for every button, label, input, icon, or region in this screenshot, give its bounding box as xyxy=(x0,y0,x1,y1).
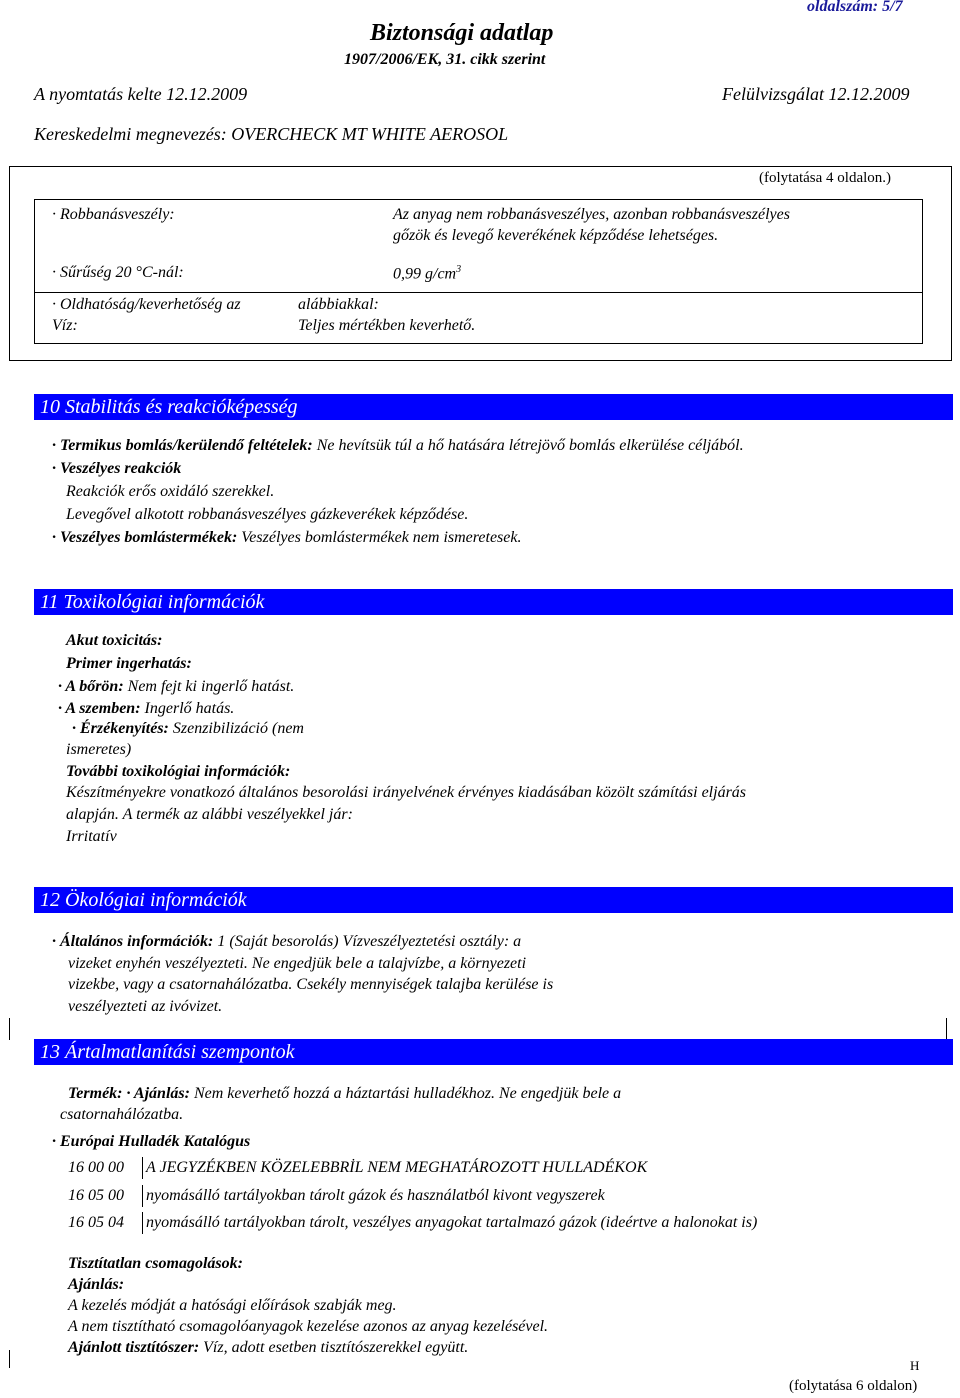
general-info-2: vizeket enyhén veszélyezteti. Ne engedjük bele a talajvízbe, a környezeti xyxy=(68,955,527,972)
general-info-row xyxy=(52,933,521,951)
eye-row xyxy=(58,700,234,718)
recommendation-2-label: Ajánlás: xyxy=(68,1276,125,1293)
ewc-code: 16 05 04 xyxy=(68,1214,124,1231)
solubility-label: · Oldhatóság/keverhetőség az xyxy=(52,296,241,313)
skin-value: Nem fejt ki ingerlő hatást. xyxy=(127,678,295,695)
ewc-separator xyxy=(142,1212,143,1234)
density-superscript: 3 xyxy=(456,264,462,275)
cleaner-row xyxy=(68,1339,468,1357)
general-info-label: · Általános információk: xyxy=(52,933,214,950)
reaction-2: Levegővel alkotott robbanásveszélyes gázkeverékek képződése. xyxy=(66,506,469,523)
margin-rule-left-bottom xyxy=(9,1350,10,1368)
ewc-description: nyomásálló tartályokban tárolt, veszélyes anyagokat tartalmazó gázok (ideértve a halonokat is) xyxy=(146,1214,758,1231)
section-10-title: 10 Stabilitás és reakcióképesség xyxy=(40,396,298,418)
ewc-label: · Európai Hulladék Katalógus xyxy=(52,1133,251,1150)
margin-rule-left xyxy=(9,1018,10,1040)
primary-irritation-label: Primer ingerhatás: xyxy=(66,655,192,672)
explosion-value-2: gőzök és levegő keverékének képződése lehetséges. xyxy=(393,227,719,244)
water-value: Teljes mértékben keverhető. xyxy=(298,317,476,334)
section-10-heading xyxy=(34,394,953,420)
general-info-3: vizekbe, vagy a csatornahálózatba. Csekély mennyiségek talajba kerülése is xyxy=(68,976,554,993)
section-11-title: 11 Toxikológiai információk xyxy=(40,591,265,613)
thermal-label: · Termikus bomlás/kerülendő feltételek: xyxy=(52,437,313,454)
hazardous-reactions-label: · Veszélyes reakciók xyxy=(52,460,182,477)
skin-row xyxy=(58,678,294,696)
ewc-description: nyomásálló tartályokban tárolt gázok és használatból kivont vegyszerek xyxy=(146,1187,605,1204)
footer-marker: H xyxy=(910,1358,920,1373)
explosion-value-1: Az anyag nem robbanásveszélyes, azonban robbanásveszélyes xyxy=(393,206,790,223)
further-tox-3: Irritatív xyxy=(66,828,117,845)
sensitization-value-2: ismeretes) xyxy=(66,741,132,758)
further-tox-2: alapján. A termék az alábbi veszélyekkel jár: xyxy=(66,806,353,823)
density-number: 0,99 g/cm xyxy=(393,265,457,283)
page-number: oldalszám: 5/7 xyxy=(807,0,903,15)
uncleaned-packaging-label: Tisztítatlan csomagolások: xyxy=(68,1255,243,1272)
continued-to: (folytatása 6 oldalon) xyxy=(789,1378,918,1394)
explosion-label: · Robbanásveszély: xyxy=(52,206,175,223)
uncleaned-2: A nem tisztítható csomagolóanyagok kezelése azonos az anyag kezelésével. xyxy=(68,1318,549,1335)
further-tox-1: Készítményekre vonatkozó általános besorolási irányelvének érvényes kiadásában közölt számítási eljárás xyxy=(66,784,747,801)
print-date: A nyomtatás kelte 12.12.2009 xyxy=(34,84,248,104)
decomposition-label: · Veszélyes bomlástermékek: xyxy=(52,529,238,546)
trade-name: Kereskedelmi megnevezés: OVERCHECK MT WHITE AEROSOL xyxy=(34,124,509,144)
eye-label: · A szemben: xyxy=(58,700,141,717)
water-label: Víz: xyxy=(52,317,78,334)
general-info-1: 1 (Saját besorolás) Vízveszélyeztetési osztály: a xyxy=(217,933,522,950)
eye-value: Ingerlő hatás. xyxy=(144,700,235,717)
solubility-label-2: alábbiakkal: xyxy=(298,296,379,313)
revision-date: Felülvizsgálat 12.12.2009 xyxy=(722,84,910,104)
cleaner-value: Víz, adott esetben tisztítószerekkel együtt. xyxy=(203,1339,469,1356)
section-11-heading xyxy=(34,589,953,615)
product-label: Termék: xyxy=(68,1085,123,1102)
regulation-reference: 1907/2006/EK, 31. cikk szerint xyxy=(344,51,546,68)
ewc-code: 16 00 00 xyxy=(68,1159,124,1176)
document-title: Biztonsági adatlap xyxy=(370,20,554,46)
thermal-value: Ne hevítsük túl a hő hatására létrejövő bomlás elkerülése céljából. xyxy=(316,437,744,454)
further-tox-label: További toxikológiai információk: xyxy=(66,763,291,780)
decomposition-row xyxy=(52,529,521,547)
continued-from: (folytatása 4 oldalon.) xyxy=(759,170,892,186)
box-divider xyxy=(34,292,922,293)
section-12-heading xyxy=(34,887,953,913)
general-info-4: veszélyezteti az ivóvizet. xyxy=(68,998,223,1015)
ewc-code: 16 05 00 xyxy=(68,1187,124,1204)
sensitization-value: Szenzibilizáció (nem xyxy=(172,720,304,737)
thermal-row xyxy=(52,437,744,455)
uncleaned-1: A kezelés módját a hatósági előírások szabják meg. xyxy=(68,1297,397,1314)
reaction-1: Reakciók erős oxidáló szerekkel. xyxy=(66,483,275,500)
cleaner-label: Ajánlott tisztítószer: xyxy=(68,1339,200,1356)
decomposition-value: Veszélyes bomlástermékek nem ismeretesek. xyxy=(241,529,522,546)
sensitization-row xyxy=(72,720,304,738)
ewc-separator xyxy=(142,1185,143,1207)
ewc-description: A JEGYZÉKBEN KÖZELEBBRİL NEM MEGHATÁROZOTT HULLADÉKOK xyxy=(146,1159,648,1176)
section-12-title: 12 Ökológiai információk xyxy=(40,889,247,911)
recommendation-1: Nem keverhető hozzá a háztartási hulladékhoz. Ne engedjük bele a xyxy=(193,1085,622,1102)
recommendation-2: csatornahálózatba. xyxy=(60,1106,184,1123)
recommendation-label: · Ajánlás: xyxy=(126,1085,190,1102)
acute-toxicity-label: Akut toxicitás: xyxy=(66,632,163,649)
section-13-title: 13 Ártalmatlanítási szempontok xyxy=(40,1041,295,1063)
margin-rule-right xyxy=(946,1018,947,1040)
density-label: · Sűrűség 20 °C-nál: xyxy=(52,264,184,281)
recommendation-row xyxy=(68,1085,621,1103)
section-13-heading xyxy=(34,1039,953,1065)
sensitization-label: · Érzékenyítés: xyxy=(72,720,169,737)
density-value xyxy=(393,264,461,283)
ewc-separator xyxy=(142,1157,143,1179)
skin-label: · A bőrön: xyxy=(58,678,124,695)
